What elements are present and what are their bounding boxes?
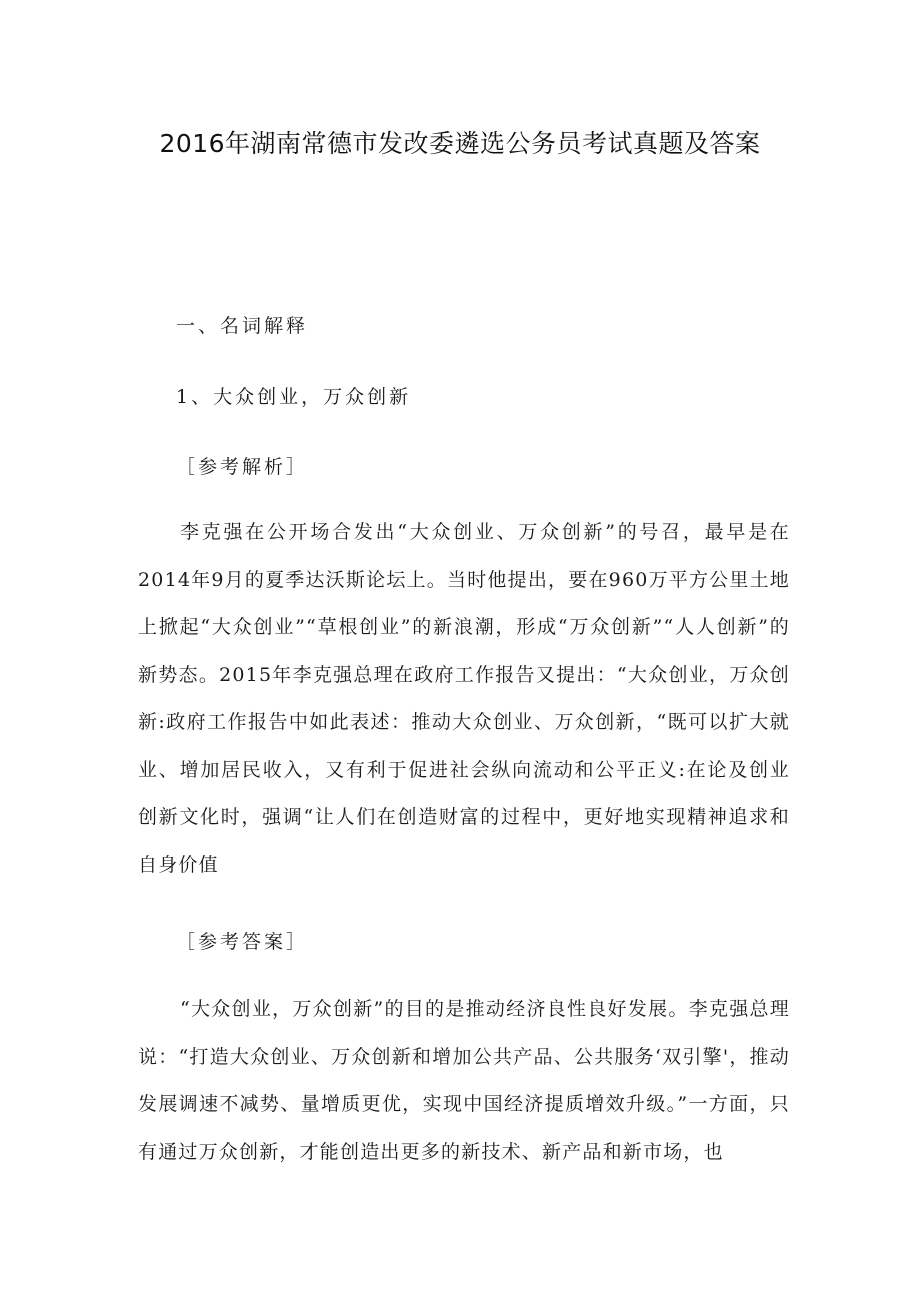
item-heading: 1、大众创业，万众创新 [176, 386, 412, 408]
answer-paragraph: “大众创业，万众创新”的目的是推动经济良性良好发展。李克强总理说：“打造大众创业、万众创新和增加公共产品、公共服务‘双引擎'，推动发展调速不减势、量增质更优，实现中国经济提质增效升级。”一方面，只有通过万众创新，才能创造出更多的新技术、新产品和新市场，也 [138, 998, 790, 1163]
answer-label: ［参考答案］ [176, 931, 309, 953]
document-title: 2016年湖南常德市发改委遴选公务员考试真题及答案 [159, 129, 761, 158]
section-heading: 一、名词解释 [176, 315, 309, 337]
analysis-label: ［参考解析］ [176, 456, 309, 478]
analysis-paragraph: 李克强在公开场合发出“大众创业、万众创新”的号召，最早是在2014年9月的夏季达沃斯论坛上。当时他提出，要在960万平方公里土地上掀起“大众创业”“草根创业”的新浪潮，形成“万众创新”“人人创新”的新势态。2015年李克强总理在政府工作报告又提出：“大众创业，万众创新:政府工作报告中如此表述：推动大众创业、万众创新，“既可以扩大就业、增加居民收入，又有利于促进社会纵向流动和公平正义:在论及创业创新文化时，强调“让人们在创造财富的过程中，更好地实现精神追求和自身价值 [138, 521, 790, 876]
